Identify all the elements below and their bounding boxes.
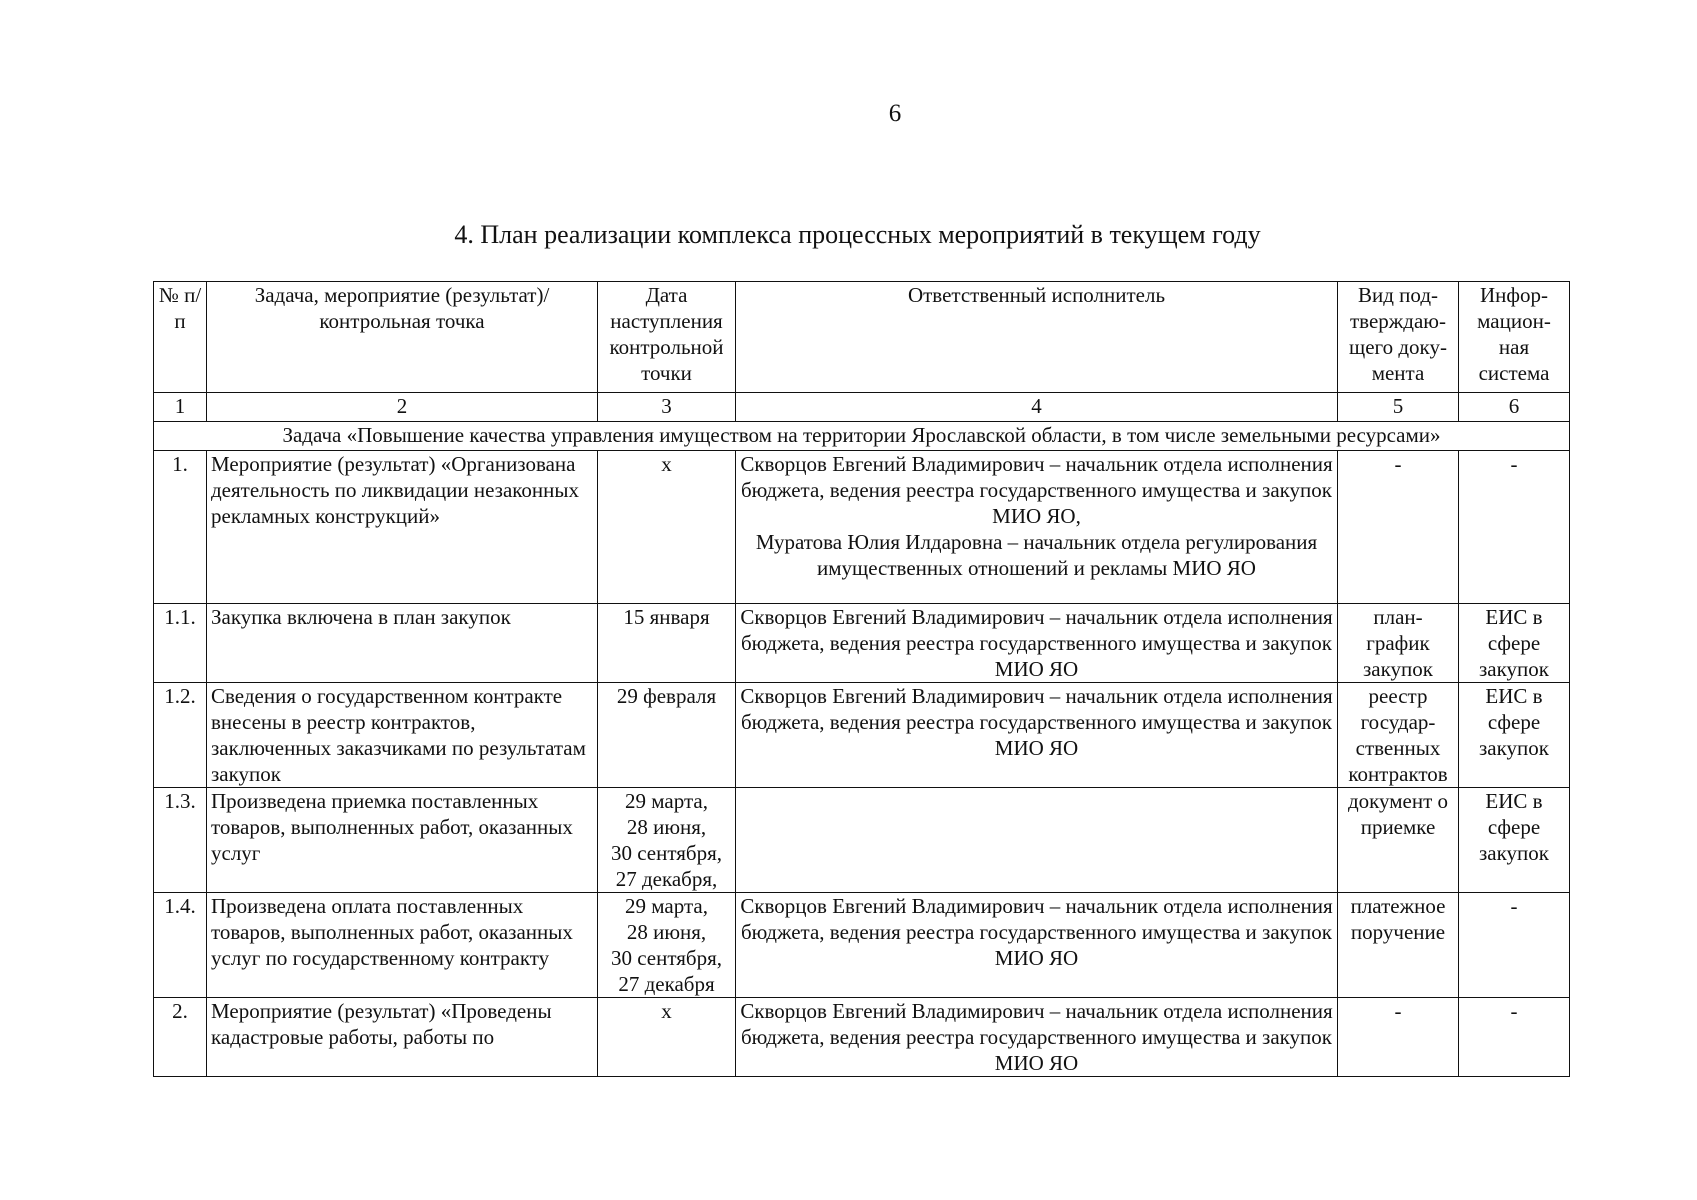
column-number-cell: 6 [1459,393,1570,422]
row-number-cell: 1.1. [154,604,207,683]
row-system-cell: ЕИС в сфере закупок [1459,683,1570,788]
row-responsible-cell: Скворцов Евгений Владимирович – начальник отдела исполнения бюджета, ведения реестра государственного имущества и закупок МИО ЯО [736,998,1338,1077]
column-number-cell: 3 [598,393,736,422]
column-number-cell: 1 [154,393,207,422]
header-cell-system: Инфор-мацион-ная система [1459,282,1570,393]
table-row [154,451,1570,604]
row-task-cell: Мероприятие (результат) «Проведены кадастровые работы, работы по [207,998,598,1077]
section-title: 4. План реализации комплекса процессных мероприятий в текущем году [454,220,1261,249]
task-row [154,422,1570,451]
column-number-cell: 5 [1338,393,1459,422]
table-row [154,683,1570,788]
row-task-cell: Закупка включена в план закупок [207,604,598,683]
row-task-cell: Произведена приемка поставленных товаров, выполненных работ, оказанных услуг [207,788,598,893]
row-document-cell: реестр государ-ственных контрактов [1338,683,1459,788]
header-cell-number: № п/п [154,282,207,393]
row-responsible-cell: Скворцов Евгений Владимирович – начальник отдела исполнения бюджета, ведения реестра государственного имущества и закупок МИО ЯО [736,893,1338,998]
row-document-cell: - [1338,451,1459,604]
header-cell-date: Дата наступления контрольной точки [598,282,736,393]
row-number-cell: 1.3. [154,788,207,893]
row-document-cell: - [1338,998,1459,1077]
row-task-cell: Произведена оплата поставленных товаров, выполненных работ, оказанных услуг по государственному контракту [207,893,598,998]
row-date-cell: 15 января [598,604,736,683]
row-task-cell: Мероприятие (результат) «Организована деятельность по ликвидации незаконных рекламных конструкций» [207,451,598,604]
plan-rows [154,451,1570,1077]
row-number-cell: 1. [154,451,207,604]
header-cell-task: Задача, мероприятие (результат)/ контрольная точка [207,282,598,393]
row-date-cell: х [598,998,736,1077]
row-system-cell: ЕИС в сфере закупок [1459,604,1570,683]
row-system-cell: - [1459,893,1570,998]
row-document-cell: платежное поручение [1338,893,1459,998]
row-responsible-cell: Скворцов Евгений Владимирович – начальник отдела исполнения бюджета, ведения реестра государственного имущества и закупок МИО ЯО [736,604,1338,683]
row-date-cell: 29 февраля [598,683,736,788]
row-number-cell: 2. [154,998,207,1077]
page-number: 6 [888,100,902,127]
row-date-cell: х [598,451,736,604]
row-number-cell: 1.4. [154,893,207,998]
row-system-cell: ЕИС в сфере закупок [1459,788,1570,893]
row-task-cell: Сведения о государственном контракте внесены в реестр контрактов, заключенных заказчиками по результатам закупок [207,683,598,788]
row-responsible-cell: Скворцов Евгений Владимирович – начальник отдела исполнения бюджета, ведения реестра государственного имущества и закупок МИО ЯО [736,683,1338,788]
task-cell: Задача «Повышение качества управления имуществом на территории Ярославской области, в том числе земельными ресурсами» [154,422,1570,451]
row-document-cell: план-график закупок [1338,604,1459,683]
row-document-cell: документ о приемке [1338,788,1459,893]
row-system-cell: - [1459,998,1570,1077]
column-number-cell: 4 [736,393,1338,422]
table-header-row [154,282,1570,393]
column-number-row [154,393,1570,422]
row-responsible-cell: Скворцов Евгений Владимирович – начальник отдела исполнения бюджета, ведения реестра государственного имущества и закупок МИО ЯО, Муратова Юлия Илдаровна – начальник отдела регулирования имущественных отношений и рекламы МИО ЯО [736,451,1338,604]
header-cell-responsible: Ответственный исполнитель [736,282,1338,393]
header-cell-document: Вид под-тверждаю-щего доку-мента [1338,282,1459,393]
row-date-cell: 29 марта, 28 июня, 30 сентября, 27 декабря [598,893,736,998]
column-number-cell: 2 [207,393,598,422]
row-responsible-cell [736,788,1338,893]
plan-table [153,281,1570,1077]
row-number-cell: 1.2. [154,683,207,788]
table-row [154,893,1570,998]
table-row [154,604,1570,683]
table-row [154,998,1570,1077]
row-date-cell: 29 марта, 28 июня, 30 сентября, 27 декабря, [598,788,736,893]
row-system-cell: - [1459,451,1570,604]
table-row [154,788,1570,893]
